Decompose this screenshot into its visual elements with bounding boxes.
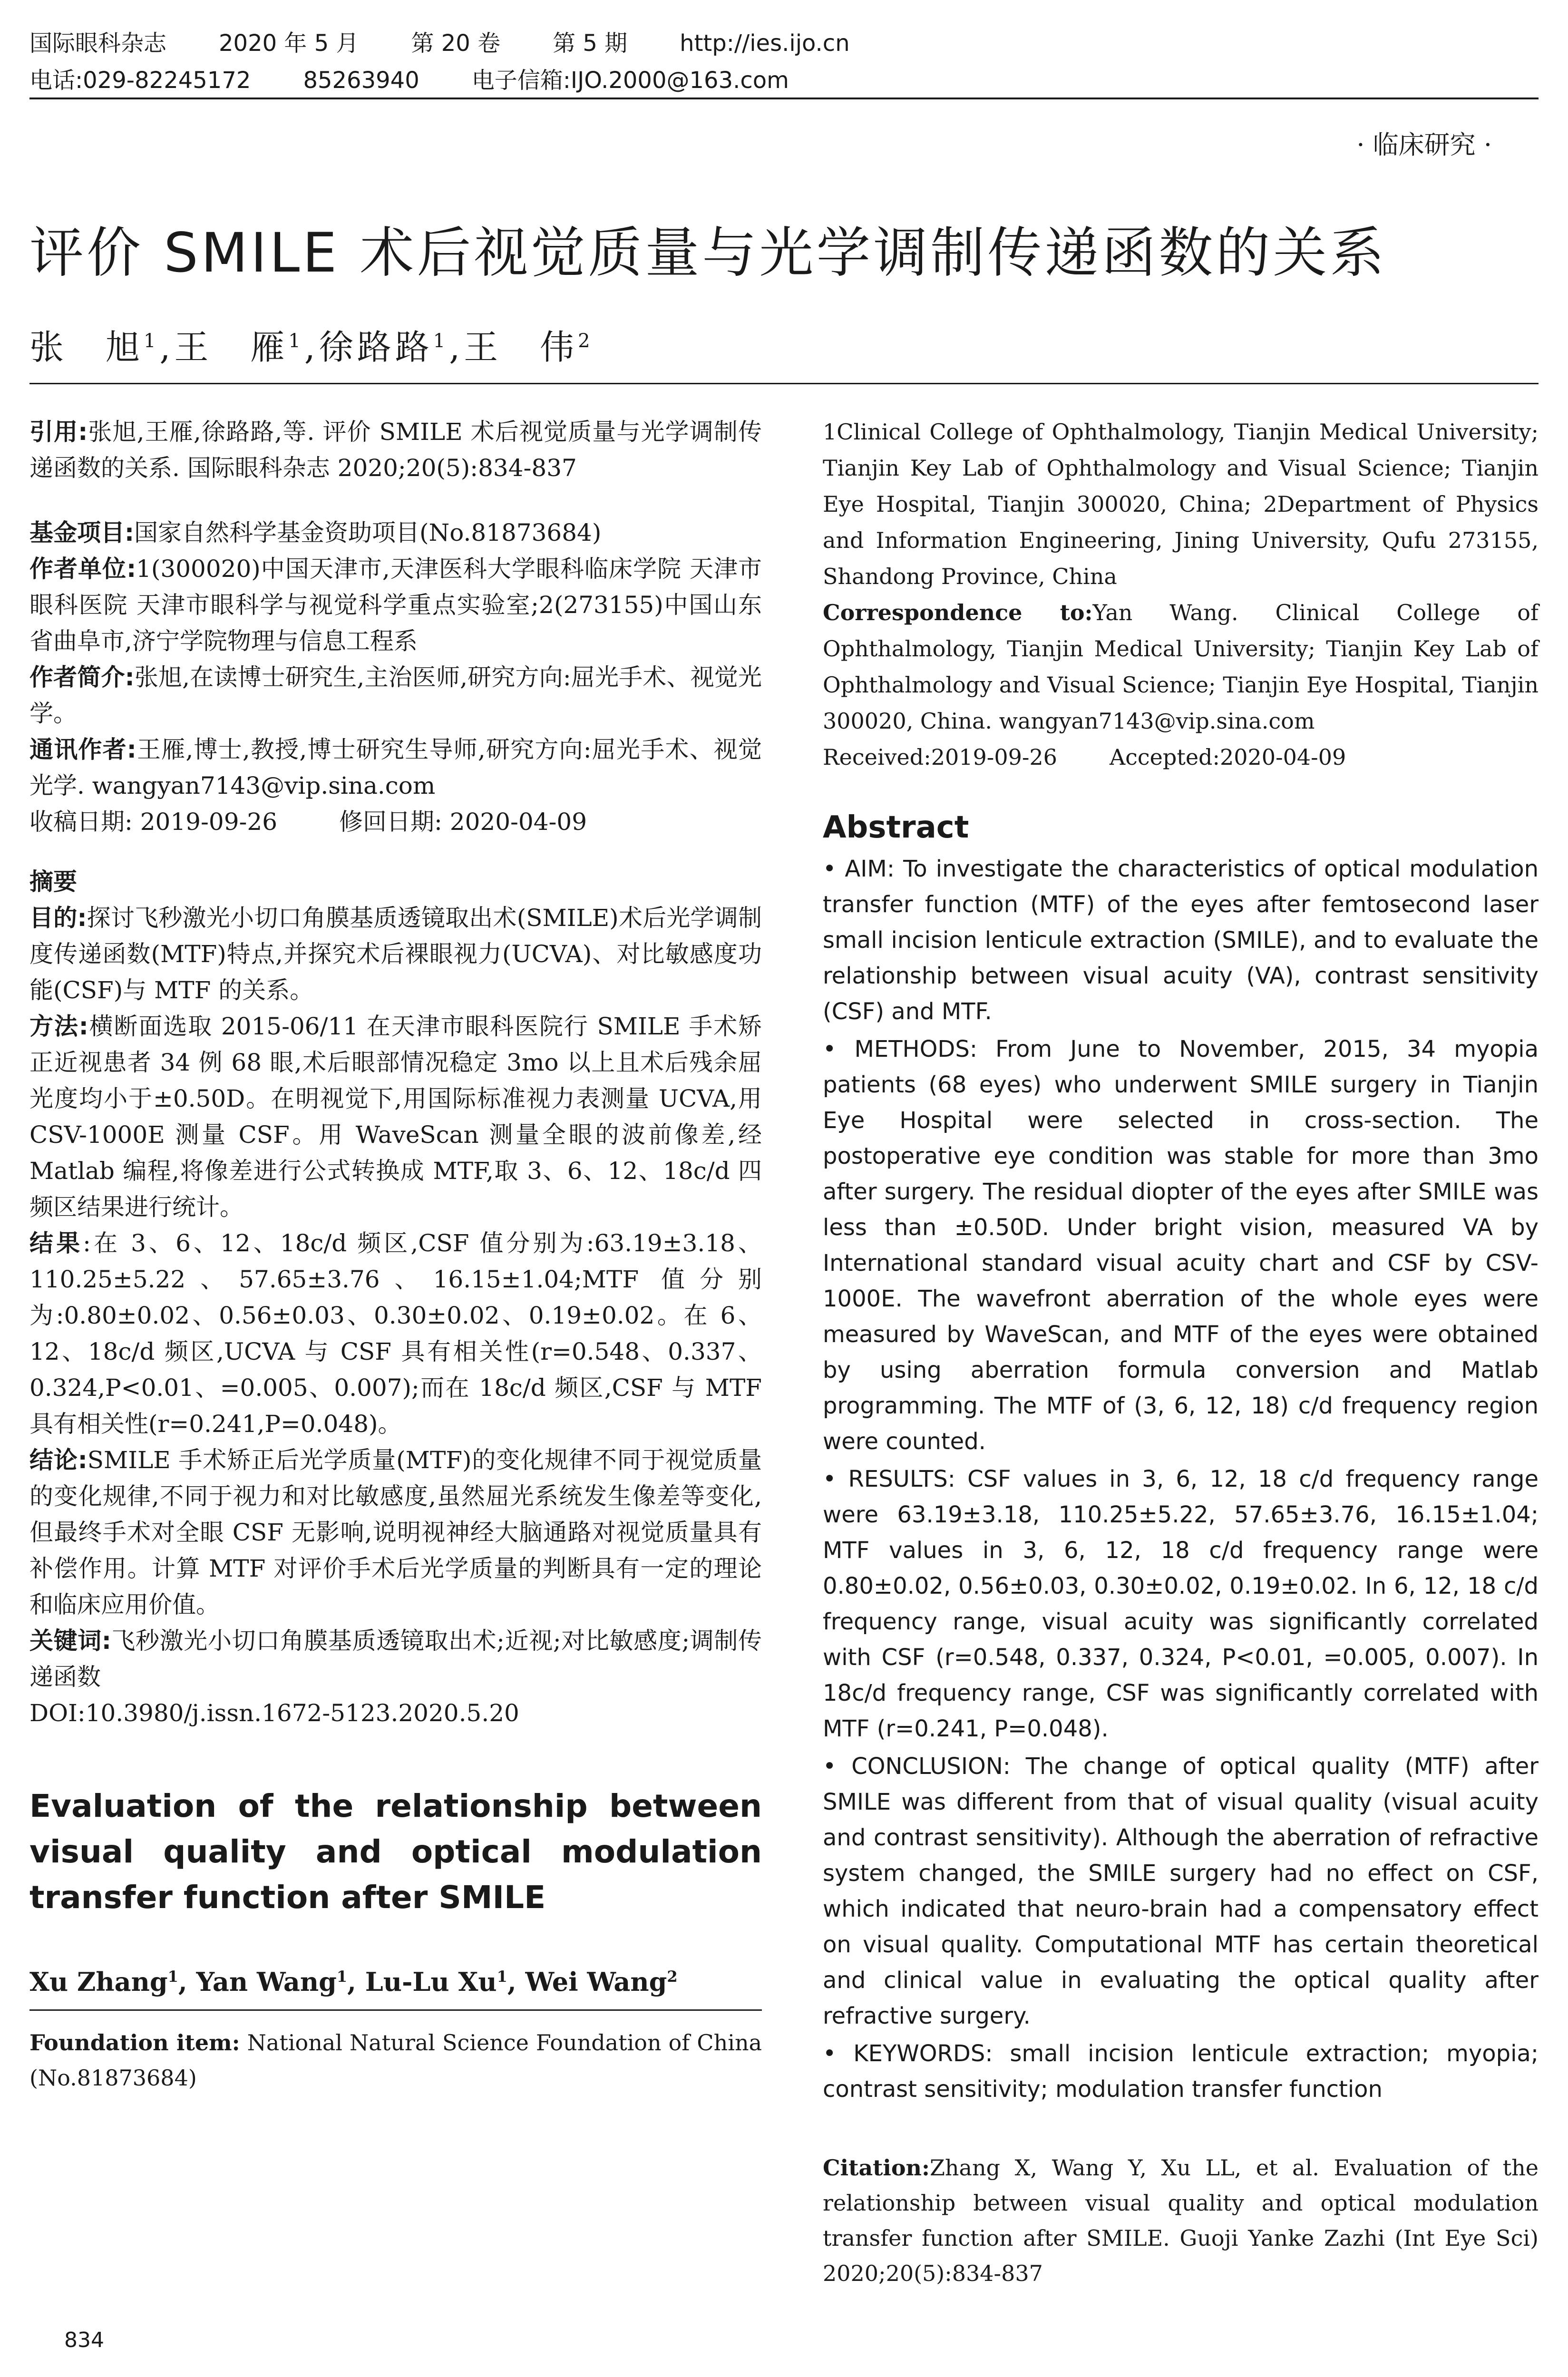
right-column bbox=[823, 414, 1539, 2291]
corr-label: 通讯作者: bbox=[29, 736, 136, 763]
methods-en: • METHODS: From June to November, 2015, 34 myopia patients (68 eyes) who underwent SMILE surgery in Tianjin Eye Hospital were selected in cross-section. The postoperative eye condition was stable for more than 3mo after surgery. The residual diopter of the eyes after SMILE was less than ±0.50D. Under bright vision, measured VA by International standard visual acuity chart and CSF by CSV-1000E. The wavefront aberration of the whole eyes were measured by WaveScan, and MTF of the eyes were obtained by using aberration formula conversion and Matlab programming. The MTF of (3, 6, 12, 18) c/d frequency region were counted. bbox=[823, 1036, 1539, 1455]
author-name-en: Wei Wang bbox=[525, 1967, 667, 1997]
fund-line bbox=[29, 515, 762, 551]
foundation-item bbox=[29, 2025, 762, 2095]
affil-label: 作者单位: bbox=[29, 555, 136, 583]
dates-en bbox=[823, 739, 1539, 775]
methods-label: 方法: bbox=[29, 1013, 88, 1040]
received-en: Received:2019-09-26 bbox=[823, 744, 1057, 770]
aim-en: • AIM: To investigate the characteristics of optical modulation transfer function (MTF) of the eyes after femtosecond laser small incision lenticule extraction (SMILE), and to evaluate the relationship between visual acuity (VA), contrast sensitivity (CSF) and MTF. bbox=[823, 856, 1539, 1025]
conclusion-cn bbox=[29, 1442, 762, 1623]
citation-text-en: Zhang X, Wang Y, Xu LL, et al. Evaluation of the relationship between visual quality and optical modulation transfer function after SMILE. Guoji Yanke Zazhi (Int Eye Sci) 2020;20(5):834-837 bbox=[823, 2155, 1539, 2286]
corr-text: 王雁,博士,教授,博士研究生导师,研究方向:屈光手术、视觉光学. wangyan7143@vip.sina.com bbox=[29, 736, 762, 799]
section-tag: · 临床研究 · bbox=[1356, 130, 1492, 160]
bio-label: 作者简介: bbox=[29, 663, 135, 691]
concl-text: SMILE 手术矫正后光学质量(MTF)的变化规律不同于视觉质量的变化规律,不同于视力和对比敏感度,虽然屈光系统发生像差等变化,但最终手术对全眼 CSF 无影响,说明视神经大脑通路对视觉质量具有补偿作用。计算 MTF 对评价手术后光学质量的判断具有一定的理论和临床应用价值。 bbox=[29, 1446, 762, 1618]
author-affil-en: 2 bbox=[667, 1968, 678, 1986]
author-name-en: Yan Wang bbox=[196, 1967, 337, 1997]
running-header-line2 bbox=[29, 62, 841, 95]
results-en: • RESULTS: CSF values in 3, 6, 12, 18 c/d frequency range were 63.19±3.18, 110.25±5.22, 57.65±3.76, 16.15±1.04; MTF values in 3, 6, 12, 18 c/d frequency range were 0.80±0.02, 0.56±0.03, 0.30±0.02, 0.19±0.02. In 6, 12, 18 c/d frequency range, visual acuity was significantly correlated with CSF (r=0.548, 0.337, 0.324, P<0.01, =0.005, 0.007). In 18c/d frequency range, CSF was significantly correlated with MTF (r=0.241, P=0.048). bbox=[823, 1466, 1539, 1742]
author-name: 张 旭 bbox=[29, 327, 144, 367]
revised-cn: 修回日期: 2020-04-09 bbox=[339, 808, 587, 836]
bio-text: 张旭,在读博士研究生,主治医师,研究方向:屈光手术、视觉光学。 bbox=[29, 663, 762, 727]
english-title: Evaluation of the relationship between visual quality and optical modulation transfer function after SMILE bbox=[29, 1788, 762, 1916]
author-name: 徐路路 bbox=[319, 327, 433, 367]
left-column bbox=[29, 414, 762, 2095]
kw-label: 关键词: bbox=[29, 1627, 111, 1655]
issue-date: 2020 年 5 月 bbox=[219, 30, 359, 57]
foundation-rule bbox=[29, 2009, 762, 2011]
corr-line bbox=[29, 731, 762, 804]
methods-text: 横断面选取 2015-06/11 在天津市眼科医院行 SMILE 手术矫正近视患者 34 例 68 眼,术后眼部情况稳定 3mo 以上且术后残余屈光度均小于±0.50D。在明视觉下,用国际标准视力表测量 UCVA,用 CSV-1000E 测量 CSF。用 WaveScan 测量全眼的波前像差,经 Matlab 编程,将像差进行公式转换成 MTF,取 3、6、12、18c/d 四频区结果进行统计。 bbox=[29, 1013, 762, 1221]
correspondence-en bbox=[823, 594, 1539, 739]
author-affil: 1 bbox=[144, 330, 160, 352]
author-affil: 1 bbox=[288, 330, 304, 352]
author-affil-en: 1 bbox=[336, 1968, 348, 1986]
corr-label-en: Correspondence to: bbox=[823, 600, 1093, 625]
author-name: 王 伟 bbox=[464, 327, 578, 367]
author-name-en: Lu-Lu Xu bbox=[365, 1967, 497, 1997]
citation-label: 引用: bbox=[29, 418, 88, 446]
results-label: 结果 bbox=[29, 1229, 83, 1257]
page-number: 834 bbox=[64, 2328, 104, 2352]
authors-cn: 张 旭$^1$,王 雁$^1$,徐路路$^1$,王 伟$^2$ bbox=[29, 327, 594, 367]
abstract-cn-head: 摘要 bbox=[29, 868, 77, 896]
results-cn bbox=[29, 1225, 762, 1442]
keywords-cn bbox=[29, 1623, 762, 1695]
bio-line bbox=[29, 659, 762, 731]
running-header-line1 bbox=[29, 25, 902, 58]
citation-label-en: Citation: bbox=[823, 2155, 930, 2181]
author-name: 王 雁 bbox=[174, 327, 289, 367]
affil-line bbox=[29, 551, 762, 659]
journal-url[interactable]: http://ies.ijo.cn bbox=[680, 30, 850, 57]
dates-line bbox=[29, 804, 762, 840]
citation-cn bbox=[29, 414, 762, 486]
author-affil-en: 1 bbox=[497, 1968, 507, 1986]
concl-label: 结论: bbox=[29, 1446, 88, 1474]
author-affil-en: 1 bbox=[167, 1968, 178, 1986]
affiliations-en: 1Clinical College of Ophthalmology, Tianjin Medical University; Tianjin Key Lab of Ophthalmology and Visual Science; Tianjin Eye Hospital, Tianjin 300020, China; 2Department of Physics and Information Engineering, Jining University, Qufu 273155, Shandong Province, China bbox=[823, 419, 1539, 589]
aim-cn bbox=[29, 900, 762, 1008]
aim-text: 探讨飞秒激光小切口角膜基质透镜取出术(SMILE)术后光学调制度传递函数(MTF)特点,并探究术后裸眼视力(UCVA)、对比敏感度功能(CSF)与 MTF 的关系。 bbox=[29, 904, 762, 1004]
author-affil: 2 bbox=[578, 330, 594, 352]
doi[interactable]: DOI:10.3980/j.issn.1672-5123.2020.5.20 bbox=[29, 1699, 519, 1727]
methods-cn bbox=[29, 1008, 762, 1225]
author-affil: 1 bbox=[433, 330, 449, 352]
journal-name: 国际眼科杂志 bbox=[29, 30, 167, 57]
foundation-text: National Natural Science Foundation of China (No.81873684) bbox=[29, 2030, 762, 2091]
author-name-en: Xu Zhang bbox=[29, 1967, 168, 1997]
phone: 电话:029-82245172 bbox=[29, 67, 251, 94]
english-authors: Xu Zhang$^1$, Yan Wang$^1$, Lu-Lu Xu$^1$, Wei Wang$^2$ bbox=[29, 1967, 678, 1997]
conclusion-en: • CONCLUSION: The change of optical quality (MTF) after SMILE was different from that of visual quality (visual acuity and contrast sensitivity). Although the aberration of refractive system changed, the SMILE surgery had no effect on CSF, which indicated that neuro-brain had a compensatory effect on visual quality. Computational MTF has certain theoretical and clinical value in evaluating the optical quality after refractive surgery. bbox=[823, 1753, 1539, 2029]
citation-en bbox=[823, 2150, 1539, 2291]
journal-email[interactable]: 电子信箱:IJO.2000@163.com bbox=[471, 67, 789, 94]
citation-text: 张旭,王雁,徐路路,等. 评价 SMILE 术后视觉质量与光学调制传递函数的关系. 国际眼科杂志 2020;20(5):834-837 bbox=[29, 418, 762, 482]
corr-text-en: Yan Wang. Clinical College of Ophthalmology, Tianjin Medical University; Tianjin Key Lab of Ophthalmology and Visual Science; Tianjin Eye Hospital, Tianjin 300020, China. wangyan7143@vip.sina.com bbox=[823, 600, 1539, 734]
issue: 第 5 期 bbox=[553, 30, 628, 57]
results-text: :在 3、6、12、18c/d 频区,CSF 值分别为:63.19±3.18、110.25±5.22、57.65±3.76、16.15±1.04;MTF 值分别为:0.80±0.02、0.56±0.03、0.30±0.02、0.19±0.02。在 6、12、18c/d 频区,UCVA 与 CSF 具有相关性(r=0.548、0.337、0.324,P<0.01、=0.005、0.007);而在 18c/d 频区,CSF 与 MTF 具有相关性(r=0.241,P=0.048)。 bbox=[29, 1229, 762, 1438]
accepted-en: Accepted:2020-04-09 bbox=[1109, 744, 1346, 770]
article-info bbox=[29, 515, 762, 840]
keywords-en: • KEYWORDS: small incision lenticule extraction; myopia; contrast sensitivity; modulation transfer function bbox=[823, 2040, 1539, 2103]
volume: 第 20 卷 bbox=[411, 30, 501, 57]
title-rule bbox=[29, 383, 1539, 384]
abstract-cn bbox=[29, 864, 762, 1731]
phone-2: 85263940 bbox=[303, 67, 419, 94]
foundation-label: Foundation item: bbox=[29, 2030, 240, 2056]
received-cn: 收稿日期: 2019-09-26 bbox=[29, 808, 278, 836]
kw-text: 飞秒激光小切口角膜基质透镜取出术;近视;对比敏感度;调制传递函数 bbox=[29, 1627, 762, 1691]
aim-label: 目的: bbox=[29, 904, 87, 932]
fund-label: 基金项目: bbox=[29, 519, 134, 546]
article-title: 评价 SMILE 术后视觉质量与光学调制传递函数的关系 bbox=[29, 221, 1387, 284]
fund-text: 国家自然科学基金资助项目(No.81873684) bbox=[134, 519, 602, 546]
affil-text: 1(300020)中国天津市,天津医科大学眼科临床学院 天津市眼科医院 天津市眼科学与视觉科学重点实验室;2(273155)中国山东省曲阜市,济宁学院物理与信息工程系 bbox=[29, 555, 762, 655]
abstract-en-head: Abstract bbox=[823, 810, 969, 845]
header-rule bbox=[29, 97, 1539, 99]
